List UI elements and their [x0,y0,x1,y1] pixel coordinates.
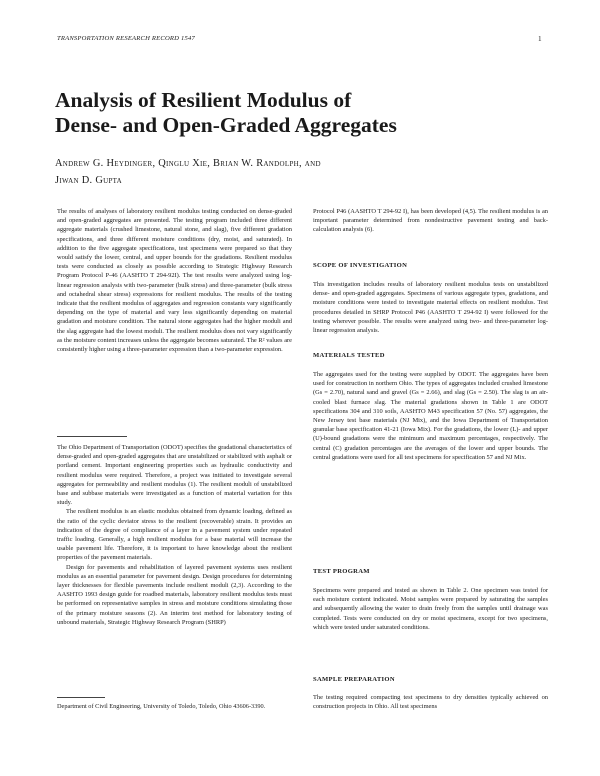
intro-paragraph-2: The resilient modulus is an elastic modulus obtained from dynamic loading, defined as the ratio of the cyclic deviator stress to the resilient (recoverable) strain. It provides an indication of the degree of compliance of a layer in a pavement system under repeated traffic loading. Generally, a high resilient modulus for a base material will increase the usable pavement life. Therefore, it is important to have knowledge about the resilient properties of the pavement materials. [57,508,292,562]
program-heading: TEST PROGRAM [313,568,370,575]
materials-body [313,370,548,462]
continuation-paragraph: Protocol P46 (AASHTO T 294-92 I), has been developed (4,5). The resilient modulus is an important parameter determined from nondestructive pavement testing and back-calculation analysis (6). [313,208,548,234]
prep-heading: SAMPLE PREPARATION [313,676,395,683]
materials-heading: MATERIALS TESTED [313,352,385,359]
scope-body [313,280,548,335]
abstract-text: The results of analyses of laboratory resilient modulus testing conducted on dense-graded and open-graded aggregates are presented. The testing program included three different aggregate materials (crushed limestone, natural stone, and slag), five different gradation specifications, and three different moisture conditions (dry, moist, and saturated). In addition to the five aggregate specifications, test specimens were prepared so that they would satisfy the lower, central, and upper bounds for the gradations. Resilient modulus tests were conducted as closely as possible according to Strategic Highway Research Program Protocol P-46 (AASHTO T 294-92I). The test results were analyzed using log-linear regression analysis with two-parameter (bulk stress) and three-parameter (bulk stress and octahedral shear stress) expressions for resilient modulus. The results of the testing indicate that the resilient modulus of aggregates and regression constants vary significantly depending on the type of material and vary less significantly depending on material gradation and moisture condition. The natural stone aggregates had the higher moduli and the slag aggregate had the lowest moduli. The resilient modulus does not vary significantly as the moisture content increases unless the aggregate becomes saturated. The R² values are consistently higher using a three-parameter expression than a two-parameter expression. [57,208,292,354]
abstract [57,207,292,354]
title-line-2: Dense- and Open-Graded Aggregates [55,113,397,137]
continuation-text-block [313,207,548,235]
author-affiliation-footnote: Department of Civil Engineering, University of Toledo, Toledo, Ohio 43606-3390. [57,703,266,710]
program-section [313,567,548,576]
introduction [57,443,292,627]
paper-title [55,88,555,138]
program-paragraph: Specimens were prepared and tested as shown in Table 2. One specimen was tested for each moisture content indicated. Moist samples were prepared by saturating the samples and subsequently allowing the water to drain freely from the samples until drainage was completed. Tests were conducted on dry or moist specimens, except for two specimens, which were tested under saturated conditions. [313,587,548,631]
authors-line-1: Andrew G. Heydinger, Qinglu Xie, Brian W. Randolph, and [55,158,321,169]
materials-section [313,351,548,360]
running-head: TRANSPORTATION RESEARCH RECORD 1547 [57,35,195,42]
prep-section [313,675,548,684]
page-number: 1 [538,35,542,43]
scope-paragraph: This investigation includes results of laboratory resilient modulus tests on unstabilized dense- and open-graded aggregates. Specimens of various aggregate types, gradations, and moisture conditions were tested to investigate material effects on resilient modulus. Test procedures detailed in SHRP Protocol P46 (AASHTO T 294-92 I) were followed for the testing wherever possible. The results were analyzed using two- and three-parameter log-linear regression analysis. [313,281,548,335]
program-body [313,586,548,632]
abstract-divider [57,436,127,437]
intro-paragraph-3: Design for pavements and rehabilitation of layered pavement systems uses resilient modulus as an essential parameter for pavement design. Design procedures for determining layer thicknesses for flexible pavements include resilient moduli (2,3). According to the AASHTO 1993 design guide for roadbed materials, laboratory resilient modulus tests must be performed on representative samples in stress and moisture conditions simulating those of the primary moisture seasons (2). An interim test method for laboratory testing of unbound materials, Strategic Highway Research Program (SHRP) [57,563,292,626]
prep-body [313,693,548,711]
prep-paragraph: The testing required compacting test specimens to dry densities typically achieved on construction projects in Ohio. All test specimens [313,694,548,711]
authors-line-2: Jiwan D. Gupta [55,175,123,186]
footnote-divider [57,697,105,698]
author-list [55,155,475,189]
scope-heading: SCOPE OF INVESTIGATION [313,262,408,269]
materials-paragraph: The aggregates used for the testing were supplied by ODOT. The aggregates have been used for construction in northern Ohio. The types of aggregates included crushed limestone (Gs = 2.70), natural sand and gravel (Gs = 2.66), and slag (Gs = 2.50). The slag is an air-cooled blast furnace slag. The material gradations shown in Table 1 are ODOT specifications 304 and 310 soils, AASHTO M43 specification 57 (No. 57) aggregates, the New Jersey test base materials (NJ Mix), and the Iowa Department of Transportation granular base specification 41-21 (Iowa Mix). For the gradations, the lower (L)- and upper (U)-bound gradations were the minimum and maximum percentages, respectively. The central (C) gradation percentages are the averages of the lower and upper bounds. The central gradations were used for all test specimens for specification 57 and NJ Mix. [313,371,548,461]
intro-paragraph-1: The Ohio Department of Transportation (ODOT) specifies the gradational characteristics of dense-graded and open-graded aggregates that are unstabilized or stabilized with asphalt or portland cement. Important engineering properties such as hydraulic conductivity and resilient modulus were required. Therefore, a project was initiated to investigate several aggregates for permeability and resilient modulus (1). The resilient moduli of unstabilized base and subbase materials were investigated as a function of material variation for this study. [57,444,292,507]
title-line-1: Analysis of Resilient Modulus of [55,88,352,112]
scope-section [313,261,548,270]
